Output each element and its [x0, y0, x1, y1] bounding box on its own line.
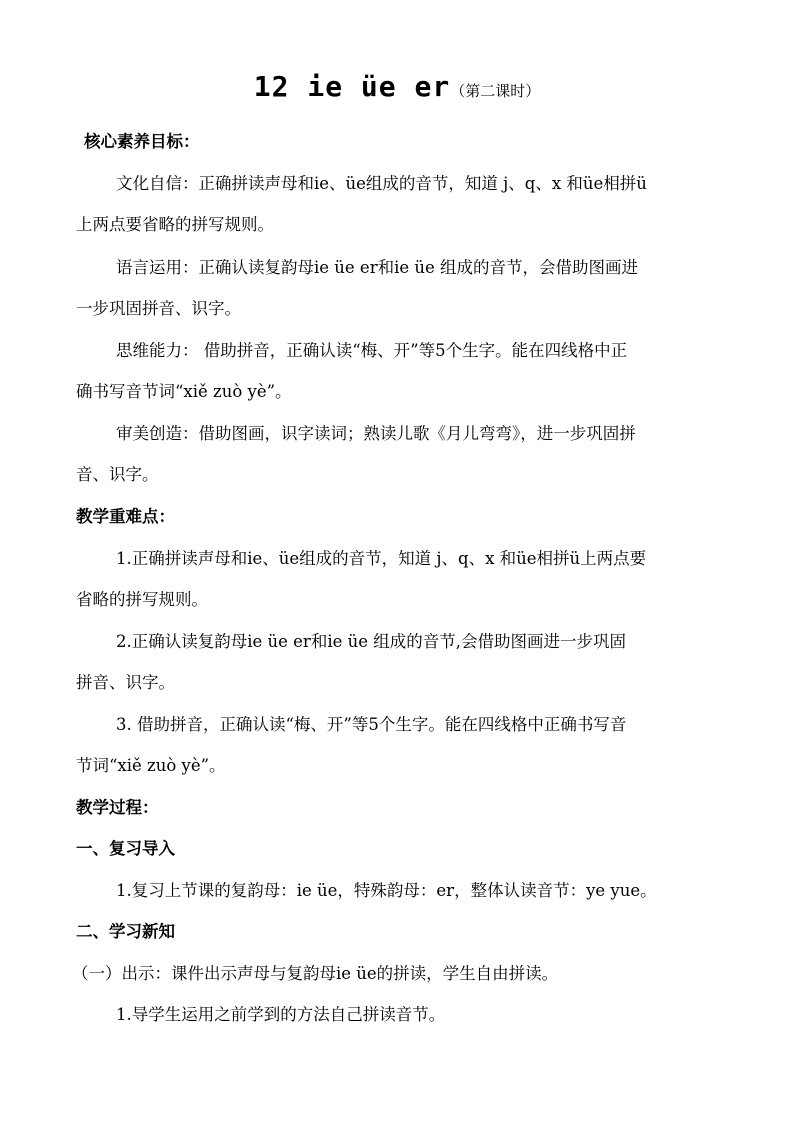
- goal-3-line2: 确书写音节词“xiě zuò yè”。: [76, 382, 292, 401]
- keypoints-heading: 教学重难点：: [76, 507, 175, 526]
- keypoint-3-line1: 3. 借助拼音，正确认读“梅、开”等5个生字。能在四线格中正确书写音: [116, 715, 627, 734]
- process-heading: 教学过程：: [76, 798, 159, 817]
- section-2-heading: 二、学习新知: [76, 922, 175, 941]
- section-2-subheading: （一）出示：课件出示声母与复韵母ie üe的拼读，学生自由拼读。: [72, 964, 559, 983]
- section-2-item: 1.导学生运用之前学到的方法自己拼读音节。: [116, 1005, 446, 1024]
- document-title: [0, 70, 794, 103]
- keypoint-2-line1: 2.正确认读复韵母ie üe er和ie üe 组成的音节,会借助图画进一步巩固: [116, 632, 626, 651]
- title-main: 12 ie üe er: [253, 70, 451, 103]
- keypoint-3-line2: 节词“xiě zuò yè”。: [76, 756, 226, 775]
- goal-1-line2: 上两点要省略的拼写规则。: [76, 215, 274, 234]
- section-1-item: 1.复习上节课的复韵母：ie üe，特殊韵母：er，整体认读音节：ye yue。: [116, 881, 657, 900]
- goal-3-line1: 思维能力： 借助拼音，正确认读“梅、开”等5个生字。能在四线格中正: [116, 341, 628, 360]
- goal-4-line2: 音、识字。: [76, 465, 159, 484]
- title-subtitle: （第二课时）: [450, 82, 541, 100]
- goal-4-line1: 审美创造：借助图画，识字读词；熟读儿歌《月儿弯弯》，进一步巩固拼: [116, 424, 636, 443]
- keypoint-1-line1: 1.正确拼读声母和ie、üe组成的音节，知道 j、q、x 和üe相拼ü上两点要: [116, 549, 647, 568]
- section-1-heading: 一、复习导入: [76, 839, 175, 858]
- goals-heading: 核心素养目标：: [84, 132, 200, 151]
- keypoint-2-line2: 拼音、识字。: [76, 673, 175, 692]
- goal-2-line2: 一步巩固拼音、识字。: [76, 299, 241, 318]
- goal-1-line1: 文化自信：正确拼读声母和ie、üe组成的音节，知道 j、q、x 和üe相拼ü: [116, 174, 647, 193]
- keypoint-1-line2: 省略的拼写规则。: [76, 590, 208, 609]
- goal-2-line1: 语言运用：正确认读复韵母ie üe er和ie üe 组成的音节，会借助图画进: [116, 258, 638, 277]
